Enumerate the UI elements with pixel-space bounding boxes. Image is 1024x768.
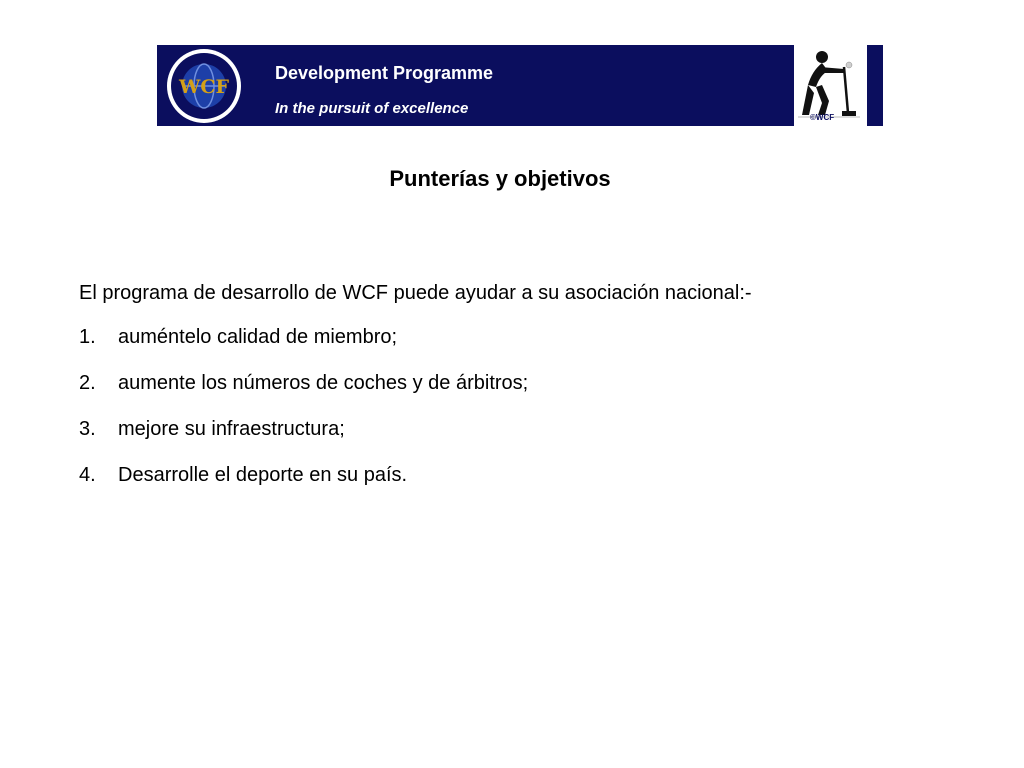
logo-lettering: WCF (179, 76, 229, 98)
copyright-text: ©WCF (810, 113, 835, 122)
croquet-figure-panel (794, 45, 883, 126)
objective-item (79, 418, 528, 464)
objective-text: auméntelo calidad de miembro; (118, 326, 398, 348)
objective-text: aumente los números de coches y de árbitros; (118, 372, 529, 394)
objective-number: 3. (79, 418, 96, 440)
objectives-list (79, 326, 528, 510)
slide-heading: Punterías y objetivos (389, 166, 611, 191)
objective-text: mejore su infraestructura; (118, 418, 345, 440)
banner-tagline: In the pursuit of excellence (275, 100, 469, 117)
objective-item (79, 326, 528, 372)
objective-number: 4. (79, 464, 96, 486)
objective-number: 1. (79, 326, 96, 348)
slide-intro: El programa de desarrollo de WCF puede ayudar a su asociación nacional:- (79, 282, 752, 304)
banner-title: Development Programme (275, 63, 494, 83)
objective-text: Desarrolle el deporte en su país. (118, 464, 408, 486)
objective-item (79, 372, 528, 418)
banner-right-edge (867, 45, 883, 126)
objective-number: 2. (79, 372, 96, 394)
objective-item (79, 464, 528, 510)
wcf-globe-logo-icon (165, 47, 243, 125)
header-banner (157, 45, 883, 126)
